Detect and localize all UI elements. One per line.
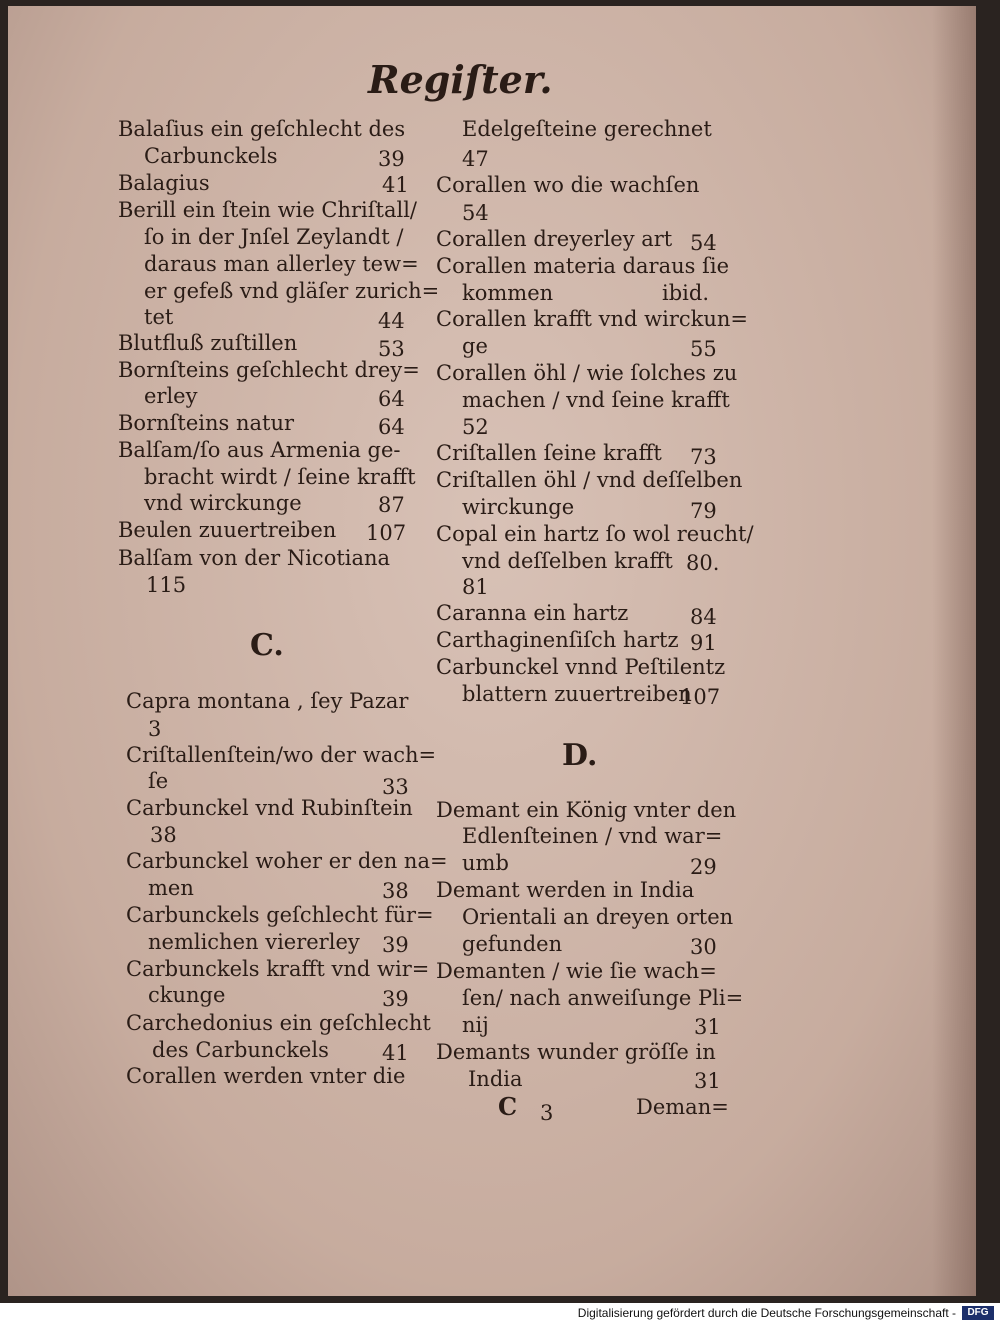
entry-page-number: 30 — [690, 935, 717, 959]
entry-page-number: 39 — [378, 147, 405, 171]
entry-page-number: 44 — [378, 309, 405, 333]
entry-text: Balſam von der Nicotiana — [118, 546, 391, 570]
entry-text: Demants wunder gröſſe in — [436, 1040, 716, 1064]
entry-text: machen / vnd ſeine krafft — [462, 388, 730, 412]
signature-number: 3 — [540, 1101, 554, 1125]
entry-text: Edelgeſteine gerechnet — [462, 117, 712, 141]
page-shadow — [932, 6, 976, 1296]
entry-text: Carbunckels geſchlecht für= — [126, 903, 434, 927]
footer-credit: Digitalisierung gefördert durch die Deutsche Forschungsgemeinschaft - — [577, 1306, 956, 1320]
entry-text: nij — [462, 1013, 489, 1037]
entry-page-number: 33 — [382, 775, 409, 799]
entry-text: Corallen dreyerley art — [436, 227, 673, 251]
entry-text: ſo in der Jnſel Zeylandt / — [144, 225, 404, 249]
entry-page-number: 55 — [690, 337, 717, 361]
entry-page-number: 54 — [462, 201, 489, 225]
entry-page-number: 107 — [366, 521, 407, 545]
entry-text: Corallen werden vnter die — [126, 1064, 406, 1088]
entry-page-number: 54 — [690, 231, 717, 255]
entry-text: Balagius — [118, 171, 210, 195]
entry-text: Edlenſteinen / vnd war= — [462, 824, 723, 848]
entry-text: Berill ein ſtein wie Chriſtall/ — [118, 198, 418, 222]
entry-text: Orientali an dreyen orten — [462, 905, 734, 929]
entry-text: India — [468, 1067, 523, 1091]
entry-text: Carbunckel woher er den na= — [126, 849, 448, 873]
entry-text: Corallen öhl / wie ſolches zu — [436, 361, 738, 385]
entry-text: ſe — [148, 769, 169, 793]
entry-text: Copal ein hartz ſo wol reucht/ — [436, 522, 754, 546]
entry-text: ge — [462, 334, 488, 358]
entry-text: tet — [144, 305, 174, 329]
entry-page-number: 38 — [382, 879, 409, 903]
entry-text: Corallen materia daraus ſie — [436, 254, 729, 278]
entry-text: umb — [462, 851, 509, 875]
entry-page-number: 87 — [378, 493, 405, 517]
entry-text: Caranna ein hartz — [436, 601, 629, 625]
entry-text: wirckunge — [462, 495, 575, 519]
entry-text: vnd deſſelben krafft — [462, 549, 673, 573]
entry-text: gefunden — [462, 932, 563, 956]
entry-page-number: 81 — [462, 575, 489, 599]
entry-page-number: 80. — [686, 551, 720, 575]
entry-text: des Carbunckels — [152, 1038, 329, 1062]
entry-text: Demant werden in India — [436, 878, 695, 902]
entry-page-number: ibid. — [662, 281, 709, 305]
entry-page-number: 84 — [690, 605, 717, 629]
entry-page-number: 47 — [462, 147, 489, 171]
entry-text: ckunge — [148, 983, 226, 1007]
entry-page-number: 64 — [378, 415, 405, 439]
entry-page-number: 73 — [690, 445, 717, 469]
entry-text: Demant ein König vnter den — [436, 798, 737, 822]
entry-page-number: 115 — [146, 573, 187, 597]
entry-text: Capra montana , ſey Pazar — [126, 689, 409, 713]
entry-text: Carthaginenſiſch hartz — [436, 628, 679, 652]
entry-page-number: 3 — [148, 717, 162, 741]
entry-page-number: 64 — [378, 387, 405, 411]
entry-text: Bornſteins geſchlecht drey= — [118, 358, 420, 382]
entry-page-number: 39 — [382, 933, 409, 957]
dfg-logo: DFG — [962, 1306, 994, 1320]
entry-text: Blutfluß zuſtillen — [118, 331, 298, 355]
catchword: Deman= — [636, 1095, 729, 1119]
entry-text: Carbunckel vnd Rubinſtein — [126, 796, 413, 820]
entry-page-number: 79 — [690, 499, 717, 523]
entry-text: kommen — [462, 281, 554, 305]
entry-text: Carbunckel vnnd Peſtilentz — [436, 655, 726, 679]
entry-page-number: 38 — [150, 823, 177, 847]
entry-text: Beulen zuuertreiben — [118, 518, 337, 542]
entry-text: Criſtallenſtein/wo der wach= — [126, 743, 437, 767]
entry-text: Carbunckels krafft vnd wir= — [126, 957, 430, 981]
entry-page-number: 107 — [680, 685, 721, 709]
entry-text: Carchedonius ein geſchlecht — [126, 1011, 431, 1035]
entry-text: Balſam/ſo aus Armenia ge- — [118, 438, 401, 462]
page-title: Regiſter. — [368, 57, 553, 102]
entry-text: Balaſius ein geſchlecht des — [118, 117, 406, 141]
entry-text: ſen/ nach anweiſunge Pli= — [462, 986, 744, 1010]
entry-text: bracht wirdt / ſeine krafft — [144, 465, 416, 489]
entry-page-number: 53 — [378, 337, 405, 361]
entry-text: Corallen wo die wachſen — [436, 173, 700, 197]
entry-text: nemlichen viererley — [148, 930, 360, 954]
entry-text: vnd wirckunge — [144, 491, 302, 515]
entry-page-number: 52 — [462, 415, 489, 439]
entry-text: er gefeß vnd gläſer zurich= — [144, 279, 440, 303]
entry-text: Criſtallen ſeine krafft — [436, 441, 662, 465]
entry-text: Carbunckels — [144, 144, 278, 168]
entry-text: Criſtallen öhl / vnd deſſelben — [436, 468, 743, 492]
entry-text: men — [148, 876, 194, 900]
signature-mark: C — [498, 1092, 518, 1121]
entry-page-number: 31 — [694, 1015, 721, 1039]
entry-text: blattern zuuertreiben — [462, 682, 692, 706]
entry-text: daraus man allerley tew= — [144, 252, 419, 276]
entry-page-number: 31 — [694, 1069, 721, 1093]
entry-page-number: 91 — [690, 631, 717, 655]
entry-text: Corallen krafft vnd wirckun= — [436, 307, 749, 331]
entry-page-number: 29 — [690, 855, 717, 879]
entry-page-number: 41 — [382, 173, 409, 197]
entry-text: Demanten / wie ſie wach= — [436, 959, 717, 983]
section-heading: C. — [250, 628, 284, 663]
section-heading: D. — [562, 738, 598, 773]
entry-page-number: 39 — [382, 987, 409, 1011]
entry-text: Bornſteins natur — [118, 411, 295, 435]
entry-text: erley — [144, 384, 198, 408]
entry-page-number: 41 — [382, 1041, 409, 1065]
